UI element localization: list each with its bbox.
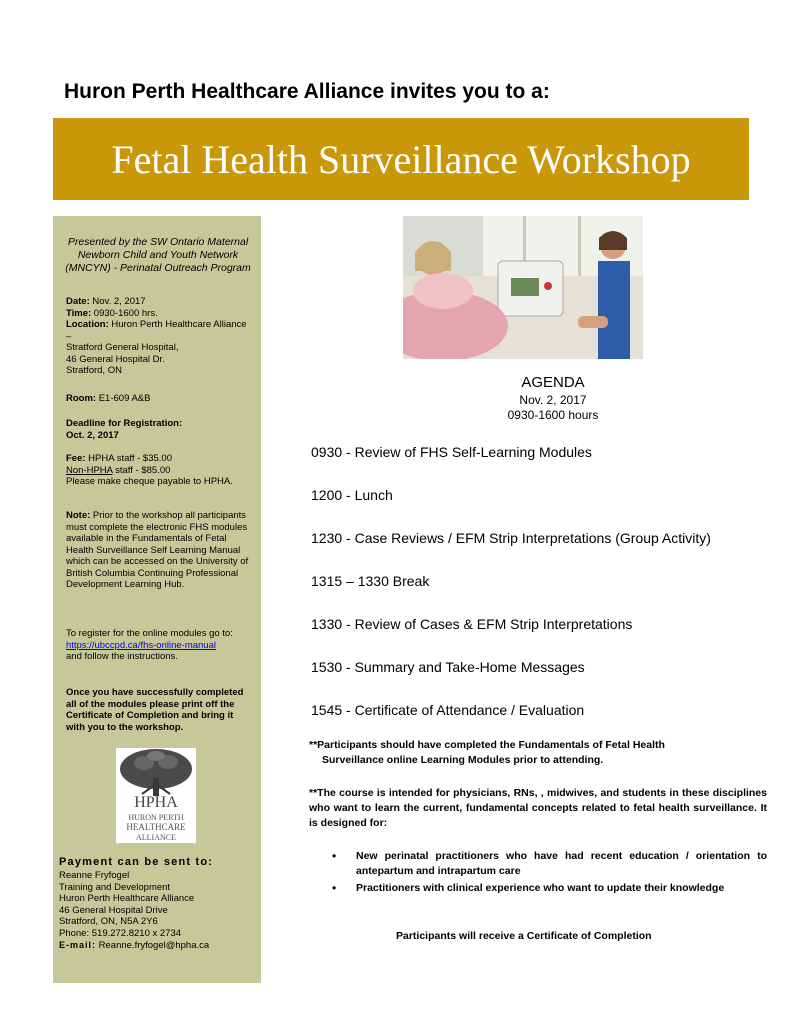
audience-bullet: New perinatal practitioners who have had recent education / orientation to antepartum and intrapartum care [356,850,767,877]
payment-line: Training and Development [59,881,171,893]
bullet-icon: • [332,881,337,895]
logo-line: ALLIANCE [136,833,176,842]
agenda-hours: 0930-1600 hours [507,408,599,422]
fee-info [66,453,252,488]
hpha-logo [116,748,196,843]
payment-line: Stratford, ON, N5A 2Y6 [59,916,158,928]
agenda-title: AGENDA [521,374,585,391]
certificate-note: Participants will receive a Certificate of Completion [396,930,652,942]
audience-bullet: Practitioners with clinical experience who want to update their knowledge [356,882,725,894]
completion-instructions: Once you have successfully completed all of the modules please print off the Certificate of Completion and bring it with you to the workshop. [66,687,244,733]
tree-icon [116,748,196,796]
payment-line: Phone: 519.272.8210 x 2734 [59,927,182,939]
date-label: Date: [66,296,90,307]
course-description: **The course is intended for physicians, RNs, , midwives, and students in these disciplines who want to learn the current, fundamental concepts related to fetal health surveillance. It is designed for: [309,787,767,829]
location-value: Huron Perth Healthcare Alliance – [66,319,247,342]
fee-hpha: HPHA staff - $35.00 [85,453,172,464]
payment-line: Huron Perth Healthcare Alliance [59,893,195,905]
presented-by: Presented by the SW Ontario Maternal Newborn Child and Youth Network (MNCYN) - Perinatal Outreach Program [65,236,251,274]
fee-cheque: Please make cheque payable to HPHA. [66,476,233,487]
agenda-item: 1545 - Certificate of Attendance / Evaluation [311,702,585,718]
agenda-item: 1530 - Summary and Take-Home Messages [311,659,585,675]
agenda-item: 1315 – 1330 Break [311,573,430,589]
note-block [66,510,252,591]
deadline-info [66,418,252,441]
register-link[interactable]: https://ubccpd.ca/fhs-online-manual [66,639,216,651]
location-label: Location: [66,319,109,330]
email-value: Reanne.fryfogel@hpha.ca [96,939,210,951]
date-value: Nov. 2, 2017 [89,296,146,307]
agenda-item: 1230 - Case Reviews / EFM Strip Interpretations (Group Activity) [311,530,711,546]
fee-label: Fee: [66,453,86,464]
time-label: Time: [66,307,92,319]
email-label: E-mail: [59,939,97,950]
room-value: E1-609 A&B [96,393,151,404]
location-line: Stratford General Hospital, [66,342,179,353]
fee-non-value: staff - $85.00 [112,464,171,476]
payment-line: Reanne Fryfogel [59,870,130,881]
location-line: Stratford, ON [66,365,122,376]
agenda-item: 0930 - Review of FHS Self-Learning Modules [311,444,592,460]
invite-heading: Huron Perth Healthcare Alliance invites you to a: [64,80,550,103]
logo-line: HEALTHCARE [126,822,186,832]
time-value: 0930-1600 hrs. [91,307,158,319]
payment-heading: Payment can be sent to: [59,856,214,868]
agenda-date: Nov. 2, 2017 [519,393,587,407]
payment-line: 46 General Hospital Drive [59,904,168,916]
register-block [66,628,252,663]
title-banner [53,118,749,200]
agenda-item: 1330 - Review of Cases & EFM Strip Interpretations [311,616,633,632]
workshop-title: Fetal Health Surveillance Workshop [111,136,691,182]
bullet-icon: • [332,849,337,863]
workshop-photo [403,216,643,359]
prerequisite-line: **Participants should have completed the Fundamentals of Fetal Health [309,739,665,751]
prerequisite-line: Surveillance online Learning Modules prior to attending. [322,754,604,766]
payment-address [59,870,209,951]
room-label: Room: [66,393,97,404]
register-text: To register for the online modules go to: [66,628,233,639]
register-after: and follow the instructions. [66,651,178,662]
note-label: Note: [66,510,91,521]
deadline-value: Oct. 2, 2017 [66,429,119,441]
room-info [66,393,252,405]
location-line: 46 General Hospital Dr. [66,353,165,365]
prerequisite-note [309,738,767,768]
logo-letters: HPHA [134,794,178,811]
event-details [66,296,252,377]
agenda-item: 1200 - Lunch [311,487,393,503]
note-text: Prior to the workshop all participants must complete the electronic FHS modules available in the Fundamentals of Fetal Health Surveillance Self Learning Manual which can be accessed on the University of British Columbia Continuing Professional Development Learning Hub. [66,510,249,590]
fee-non-label: Non-HPHA [66,464,113,476]
deadline-label: Deadline for Registration: [66,418,183,429]
logo-line: HURON PERTH [128,813,184,822]
